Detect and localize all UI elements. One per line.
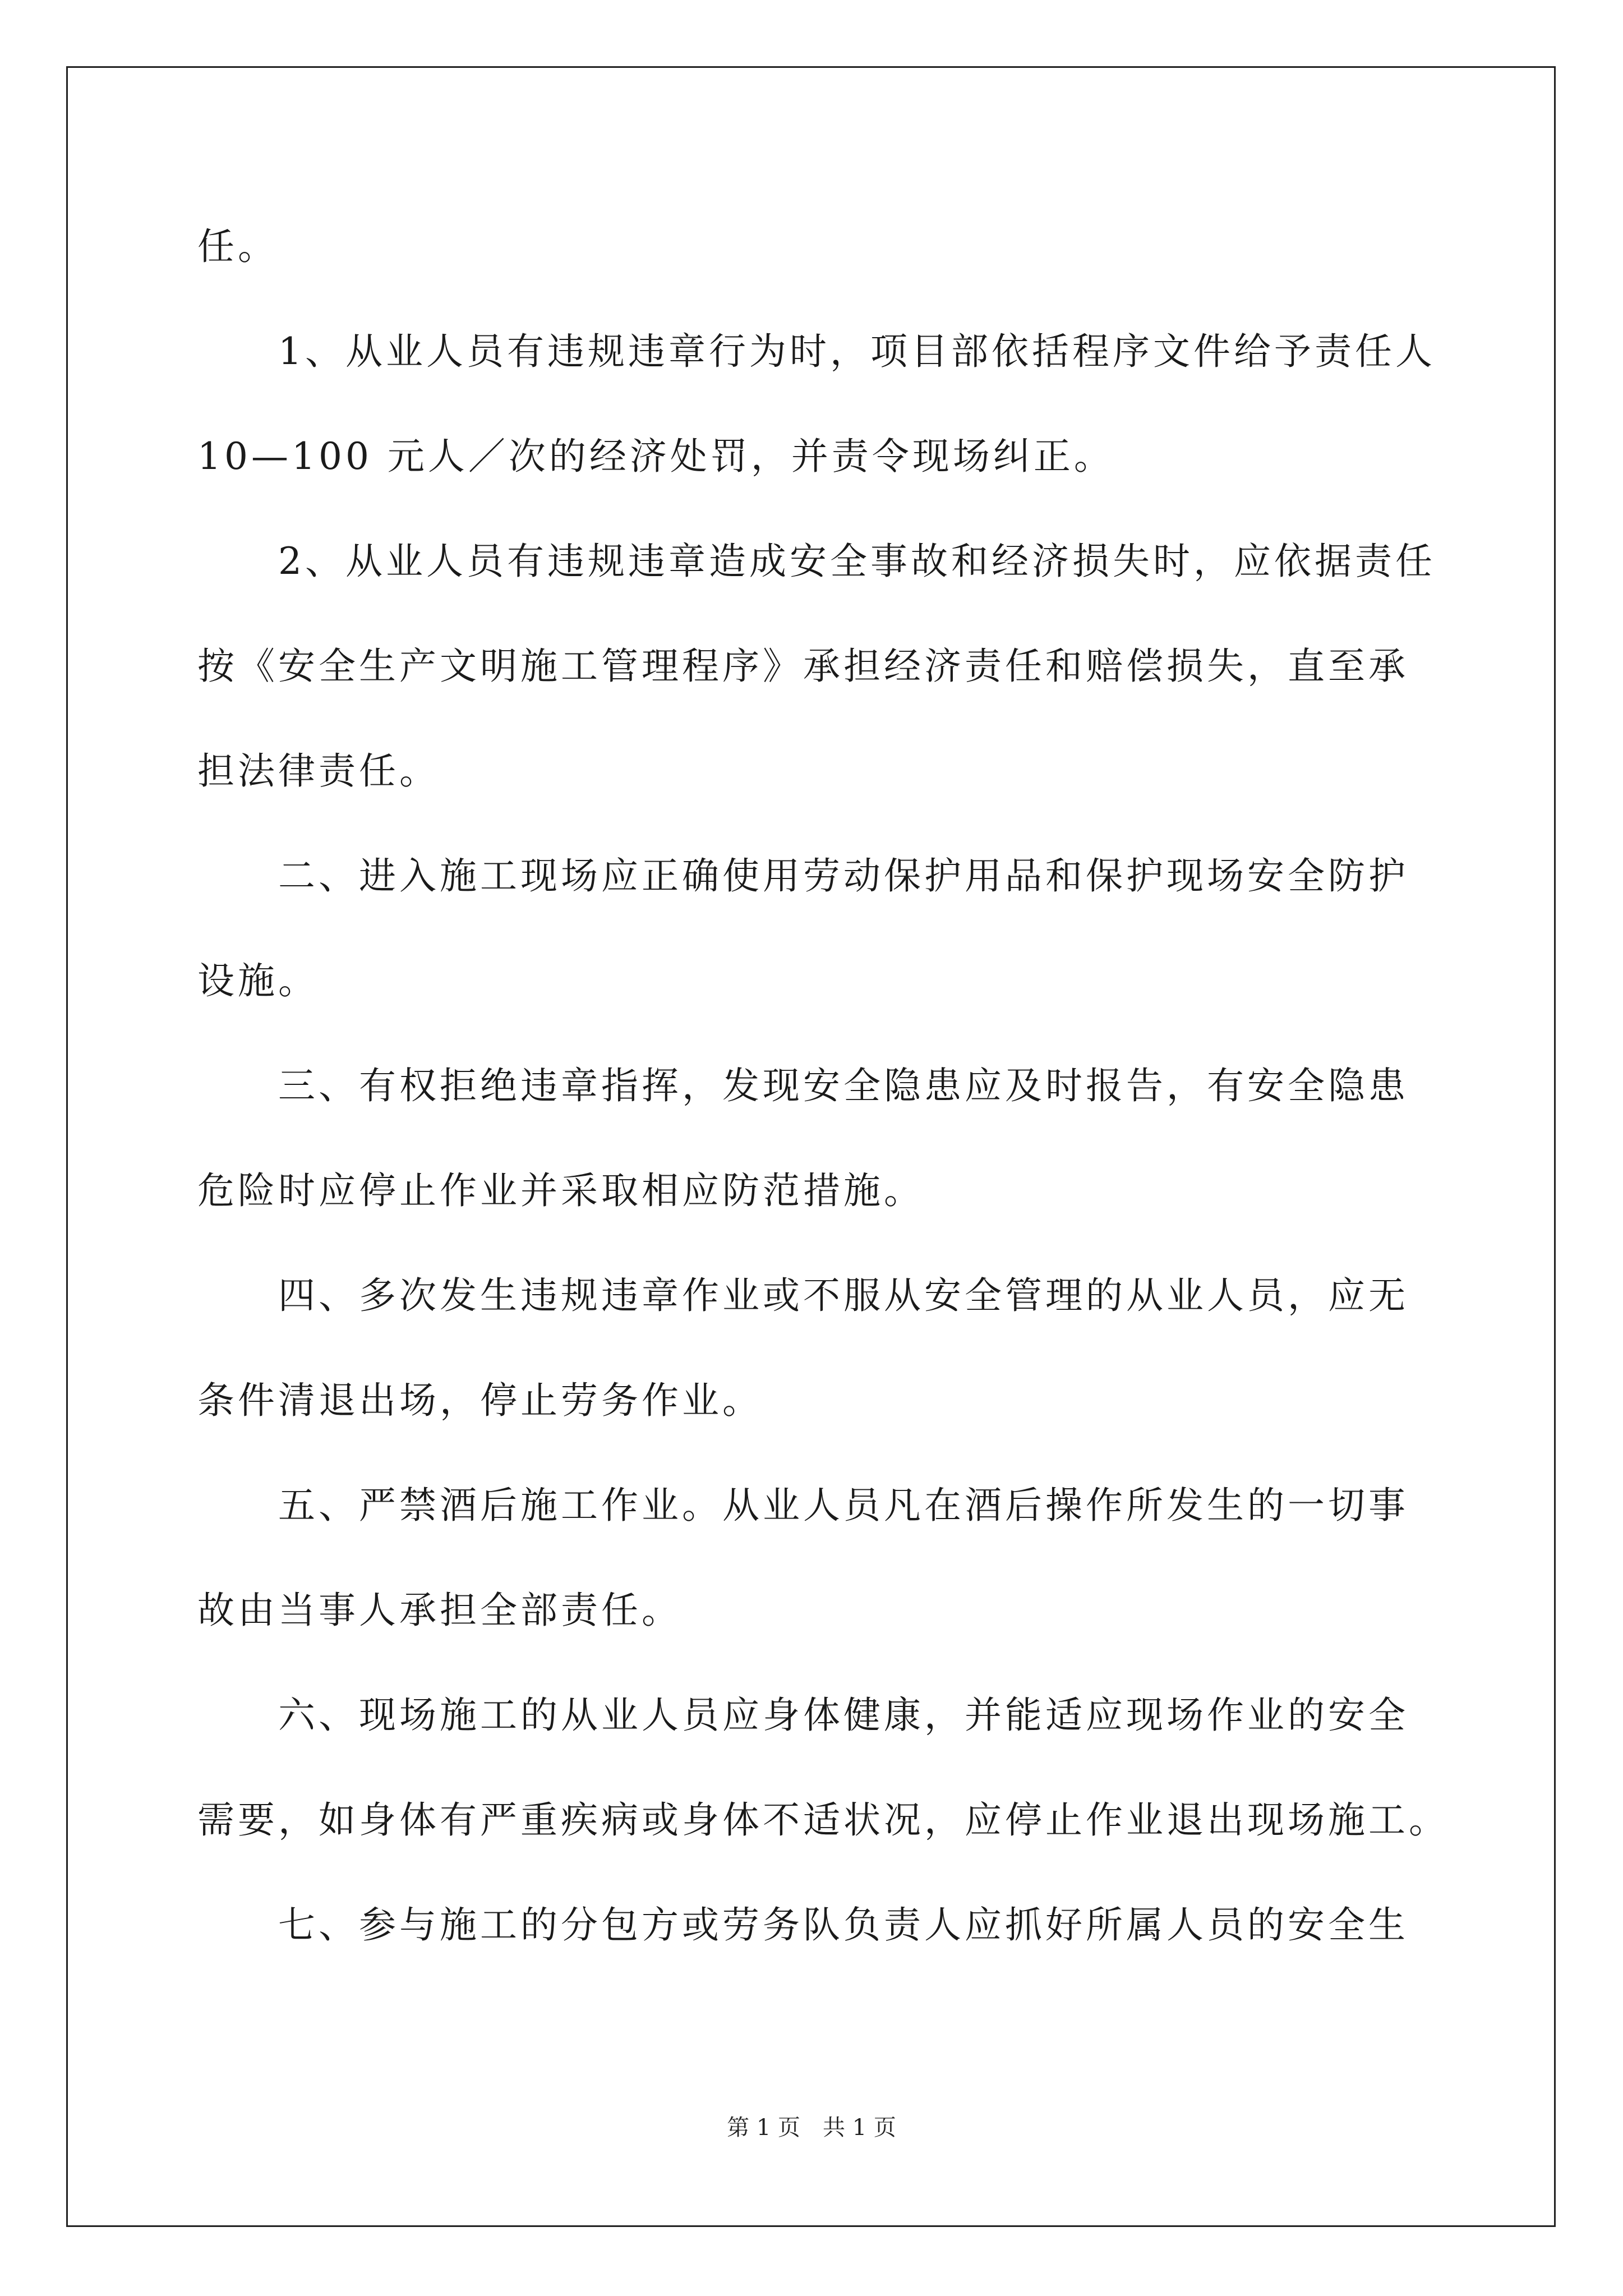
text-line: 任。 bbox=[197, 225, 278, 268]
text-line: 四、多次发生违规违章作业或不服从安全管理的从业人员，应无 bbox=[197, 1274, 1409, 1317]
text-line: 设施。 bbox=[197, 959, 319, 1002]
text-line: 危险时应停止作业并采取相应防范措施。 bbox=[197, 1169, 924, 1212]
page-number-footer: 第 1 页 共 1 页 bbox=[727, 2115, 896, 2141]
text-line: 五、严禁酒后施工作业。从业人员凡在酒后操作所发生的一切事 bbox=[197, 1484, 1409, 1527]
text-line: 需要，如身体有严重疾病或身体不适状况，应停止作业退出现场施工。 bbox=[197, 1798, 1449, 1842]
text-line: 三、有权拒绝违章指挥，发现安全隐患应及时报告，有安全隐患 bbox=[197, 1064, 1409, 1107]
text-line: 10—100 元人／次的经济处罚，并责令现场纠正。 bbox=[197, 435, 1114, 478]
text-line: 担法律责任。 bbox=[197, 749, 440, 793]
text-line: 1、从业人员有违规违章行为时，项目部依括程序文件给予责任人 bbox=[197, 330, 1436, 373]
text-line: 2、从业人员有违规违章造成安全事故和经济损失时，应依据责任 bbox=[197, 540, 1436, 583]
text-line: 故由当事人承担全部责任。 bbox=[197, 1589, 682, 1632]
text-line: 条件清退出场，停止劳务作业。 bbox=[197, 1379, 763, 1422]
text-line: 按《安全生产文明施工管理程序》承担经济责任和赔偿损失，直至承 bbox=[197, 645, 1409, 688]
text-line: 六、现场施工的从业人员应身体健康，并能适应现场作业的安全 bbox=[197, 1694, 1409, 1737]
text-line: 二、进入施工现场应正确使用劳动保护用品和保护现场安全防护 bbox=[197, 854, 1409, 898]
text-line: 七、参与施工的分包方或劳务队负责人应抓好所属人员的安全生 bbox=[197, 1903, 1409, 1947]
